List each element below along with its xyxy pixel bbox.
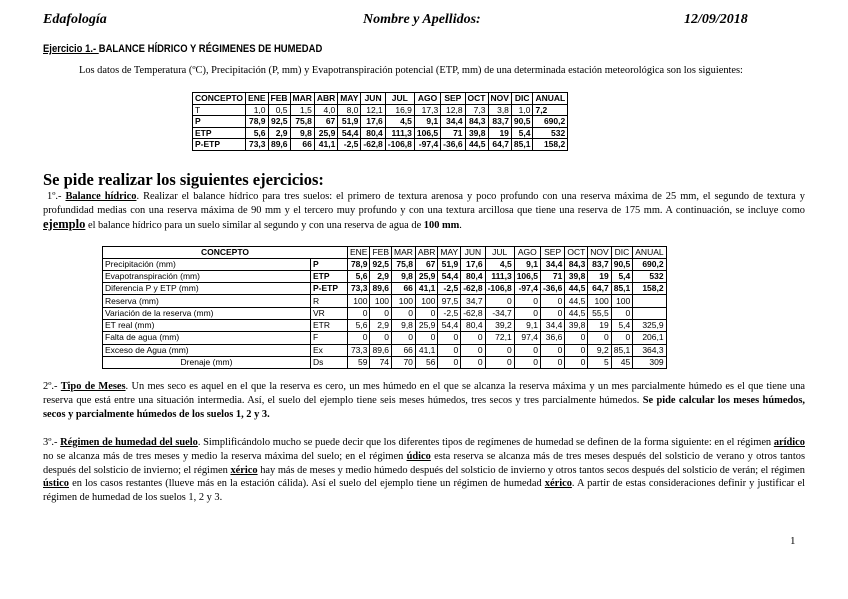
balance-cell: 97,5 bbox=[438, 295, 461, 307]
climate-cell: 9,8 bbox=[290, 127, 314, 139]
balance-cell: 100 bbox=[348, 295, 370, 307]
climate-cell: 71 bbox=[441, 127, 465, 139]
balance-month-header: ANUAL bbox=[633, 247, 666, 259]
climate-cell: 78,9 bbox=[246, 116, 268, 128]
balance-cell: 54,4 bbox=[438, 319, 461, 331]
balance-month-header: OCT bbox=[565, 247, 588, 259]
balance-cell: 0 bbox=[540, 356, 564, 368]
balance-cell: 690,2 bbox=[633, 258, 666, 270]
balance-cell: -2,5 bbox=[438, 307, 461, 319]
q3-number: 3º.- bbox=[43, 437, 61, 448]
balance-table-header bbox=[103, 247, 667, 259]
balance-cell: 34,7 bbox=[461, 295, 485, 307]
q1-title: Balance hídrico bbox=[65, 191, 137, 202]
balance-row-code: R bbox=[311, 295, 348, 307]
balance-cell: 111,3 bbox=[485, 270, 514, 282]
climate-cell: 9,1 bbox=[414, 116, 440, 128]
climate-cell: 4,0 bbox=[314, 104, 337, 116]
climate-cell: 85,1 bbox=[511, 139, 533, 151]
climate-header-cell: CONCEPTO bbox=[193, 93, 246, 105]
balance-cell: 90,5 bbox=[611, 258, 633, 270]
balance-row-label: ET real (mm) bbox=[103, 319, 311, 331]
balance-cell: 5,4 bbox=[611, 270, 633, 282]
header-name-label: Nombre y Apellidos: bbox=[363, 12, 481, 27]
balance-cell: 25,9 bbox=[415, 319, 437, 331]
q2-title: Tipo de Meses bbox=[60, 381, 126, 392]
balance-month-header: FEB bbox=[370, 247, 392, 259]
climate-cell: -106,8 bbox=[385, 139, 414, 151]
balance-row-code: ETP bbox=[311, 270, 348, 282]
climate-cell: 19 bbox=[488, 127, 511, 139]
climate-cell: 34,4 bbox=[441, 116, 465, 128]
q1-emphasis: ejemplo bbox=[43, 216, 86, 231]
climate-cell: -62,8 bbox=[361, 139, 385, 151]
q2-text: . Un mes seco es aquel en el que la reserva es cero, un mes húmedo en el que se alcanza la reserva máxima y un mes parcialmente húmedo es el que tiene una reserva que está entre una situación intermedia. Así, el suelo del ejemplo tiene seis meses húmedos, tres secos y tres parcialmente húmedos. bbox=[43, 381, 805, 406]
balance-cell: 0 bbox=[461, 332, 485, 344]
climate-header-cell: MAR bbox=[290, 93, 314, 105]
balance-cell: 41,1 bbox=[415, 344, 437, 356]
climate-cell: 41,1 bbox=[314, 139, 337, 151]
climate-header-cell: JUL bbox=[385, 93, 414, 105]
balance-cell: 9,2 bbox=[588, 344, 611, 356]
balance-cell: 72,1 bbox=[485, 332, 514, 344]
balance-row-label: Evapotranspiración (mm) bbox=[103, 270, 311, 282]
balance-cell: 100 bbox=[588, 295, 611, 307]
balance-cell: 0 bbox=[438, 356, 461, 368]
balance-cell: 0 bbox=[611, 307, 633, 319]
balance-cell: 84,3 bbox=[565, 258, 588, 270]
balance-cell: 0 bbox=[588, 332, 611, 344]
climate-row-label: P-ETP bbox=[193, 139, 246, 151]
balance-cell: 0 bbox=[485, 295, 514, 307]
q3-regime-example: xérico bbox=[544, 478, 572, 490]
climate-cell: 2,9 bbox=[268, 127, 290, 139]
balance-cell: 309 bbox=[633, 356, 666, 368]
balance-cell: 100 bbox=[611, 295, 633, 307]
climate-cell: 0,5 bbox=[268, 104, 290, 116]
climate-table-header bbox=[193, 93, 568, 105]
climate-cell: 16,9 bbox=[385, 104, 414, 116]
climate-cell: 111,3 bbox=[385, 127, 414, 139]
climate-header-cell: FEB bbox=[268, 93, 290, 105]
climate-header-cell: ENE bbox=[246, 93, 268, 105]
balance-cell: 0 bbox=[461, 344, 485, 356]
balance-row bbox=[103, 344, 667, 356]
exercise-prefix: Ejercicio 1.- bbox=[43, 43, 99, 55]
question-2 bbox=[43, 380, 805, 421]
climate-cell: 7,3 bbox=[465, 104, 488, 116]
climate-cell: 12,8 bbox=[441, 104, 465, 116]
balance-month-header: AGO bbox=[514, 247, 540, 259]
climate-cell: 83,7 bbox=[488, 116, 511, 128]
climate-header-cell: JUN bbox=[361, 93, 385, 105]
balance-cell: 9,8 bbox=[392, 270, 416, 282]
balance-row bbox=[103, 307, 667, 319]
climate-cell: 17,6 bbox=[361, 116, 385, 128]
balance-cell: 0 bbox=[514, 295, 540, 307]
balance-cell: 0 bbox=[565, 356, 588, 368]
balance-row-code: P bbox=[311, 258, 348, 270]
balance-cell: 39,8 bbox=[565, 319, 588, 331]
balance-cell: 39,8 bbox=[565, 270, 588, 282]
balance-concept-header: CONCEPTO bbox=[103, 247, 348, 259]
water-balance-table bbox=[102, 246, 667, 369]
climate-cell: 25,9 bbox=[314, 127, 337, 139]
balance-row-code: P-ETP bbox=[311, 283, 348, 295]
balance-cell: -34,7 bbox=[485, 307, 514, 319]
climate-cell: 106,5 bbox=[414, 127, 440, 139]
balance-cell: 44,5 bbox=[565, 295, 588, 307]
balance-cell: 17,6 bbox=[461, 258, 485, 270]
q1-text-a: . Realizar el balance hídrico para tres suelos: el primero de textura arenosa y poco profundo con una reserva máxima de 25 mm, el segundo de textura y profundidad medias con una reserva máxima de 90 mm y el tercero muy profundo y con una textura arcillosa que tiene una reserva de 175 mm. A continuación, se incluye como bbox=[43, 191, 806, 216]
balance-row-code: VR bbox=[311, 307, 348, 319]
balance-cell: 74 bbox=[370, 356, 392, 368]
q3-text-3: esta reserva se alcanza más de tres meses después del solsticio de verano y otros tantos después del solsticio de invierno; el régimen bbox=[43, 450, 805, 476]
balance-cell: -62,8 bbox=[461, 307, 485, 319]
balance-row-label: Precipitación (mm) bbox=[103, 258, 311, 270]
header-date: 12/09/2018 bbox=[684, 12, 748, 27]
balance-cell: 25,9 bbox=[415, 270, 437, 282]
climate-cell: 1,0 bbox=[511, 104, 533, 116]
balance-cell: 0 bbox=[514, 344, 540, 356]
balance-cell: 55,5 bbox=[588, 307, 611, 319]
balance-cell: 80,4 bbox=[461, 319, 485, 331]
balance-row-label: Diferencia P y ETP (mm) bbox=[103, 283, 311, 295]
balance-cell: 5 bbox=[588, 356, 611, 368]
balance-row bbox=[103, 283, 667, 295]
balance-month-header: SEP bbox=[540, 247, 564, 259]
q1-text-c: . bbox=[459, 219, 462, 231]
balance-row bbox=[103, 332, 667, 344]
balance-row-code: Ex bbox=[311, 344, 348, 356]
climate-header-cell: ABR bbox=[314, 93, 337, 105]
balance-cell: 89,6 bbox=[370, 283, 392, 295]
balance-cell: 325,9 bbox=[633, 319, 666, 331]
climate-cell: 532 bbox=[533, 127, 568, 139]
balance-cell: 73,3 bbox=[348, 344, 370, 356]
climate-cell: 90,5 bbox=[511, 116, 533, 128]
climate-cell: 75,8 bbox=[290, 116, 314, 128]
balance-cell: 0 bbox=[438, 344, 461, 356]
climate-cell: -2,5 bbox=[338, 139, 361, 151]
balance-cell: 66 bbox=[392, 344, 416, 356]
balance-row-label: Falta de agua (mm) bbox=[103, 332, 311, 344]
q1-text-b: el balance hídrico para un suelo similar al segundo y con una reserva de agua de bbox=[85, 219, 424, 231]
balance-row bbox=[103, 356, 667, 368]
balance-cell: 364,3 bbox=[633, 344, 666, 356]
balance-cell: 158,2 bbox=[633, 283, 666, 295]
climate-row-label: P bbox=[193, 116, 246, 128]
climate-cell: 73,3 bbox=[246, 139, 268, 151]
balance-month-header: ABR bbox=[415, 247, 437, 259]
balance-month-header: ENE bbox=[348, 247, 370, 259]
balance-cell: 206,1 bbox=[633, 332, 666, 344]
climate-cell: 92,5 bbox=[268, 116, 290, 128]
balance-cell: 97,4 bbox=[514, 332, 540, 344]
balance-cell: 34,4 bbox=[540, 319, 564, 331]
climate-cell: 8,0 bbox=[338, 104, 361, 116]
balance-cell: 56 bbox=[415, 356, 437, 368]
balance-cell: 0 bbox=[415, 307, 437, 319]
balance-cell: 2,9 bbox=[370, 270, 392, 282]
balance-cell: 34,4 bbox=[540, 258, 564, 270]
balance-cell: 71 bbox=[540, 270, 564, 282]
q2-number: 2º.- bbox=[43, 381, 61, 392]
balance-cell: 5,6 bbox=[348, 270, 370, 282]
question-1 bbox=[43, 190, 805, 232]
climate-cell: 5,4 bbox=[511, 127, 533, 139]
balance-row-code: Ds bbox=[311, 356, 348, 368]
balance-month-header: JUL bbox=[485, 247, 514, 259]
balance-cell: 44,5 bbox=[565, 283, 588, 295]
q3-text-1: . Simplificándolo mucho se puede decir que los diferentes tipos de regímenes de humedad se definen de la forma siguiente: en el régimen bbox=[197, 437, 774, 448]
climate-cell: 3,8 bbox=[488, 104, 511, 116]
balance-cell: 92,5 bbox=[370, 258, 392, 270]
climate-cell: 1,5 bbox=[290, 104, 314, 116]
balance-cell: 0 bbox=[370, 332, 392, 344]
climate-header-cell: AGO bbox=[414, 93, 440, 105]
balance-cell: 0 bbox=[611, 332, 633, 344]
balance-month-header: JUN bbox=[461, 247, 485, 259]
balance-cell: 0 bbox=[485, 356, 514, 368]
balance-month-header: MAY bbox=[438, 247, 461, 259]
climate-table bbox=[192, 92, 568, 151]
question-3 bbox=[43, 436, 805, 505]
balance-cell: 19 bbox=[588, 319, 611, 331]
climate-cell: 12,1 bbox=[361, 104, 385, 116]
balance-cell: -62,8 bbox=[461, 283, 485, 295]
balance-cell: 64,7 bbox=[588, 283, 611, 295]
balance-cell: 75,8 bbox=[392, 258, 416, 270]
balance-cell: 0 bbox=[348, 307, 370, 319]
balance-cell: 44,5 bbox=[565, 307, 588, 319]
q3-regime-ustico: ústico bbox=[43, 478, 69, 490]
climate-cell: 84,3 bbox=[465, 116, 488, 128]
balance-row-label: Drenaje (mm) bbox=[103, 356, 311, 368]
balance-cell: 39,2 bbox=[485, 319, 514, 331]
balance-cell: 67 bbox=[415, 258, 437, 270]
balance-cell: 9,8 bbox=[392, 319, 416, 331]
climate-row-label: T bbox=[193, 104, 246, 116]
balance-cell: 0 bbox=[540, 344, 564, 356]
balance-row bbox=[103, 270, 667, 282]
balance-row-label: Reserva (mm) bbox=[103, 295, 311, 307]
balance-cell: 0 bbox=[370, 307, 392, 319]
balance-cell: 9,1 bbox=[514, 258, 540, 270]
balance-row bbox=[103, 295, 667, 307]
balance-cell: 0 bbox=[540, 307, 564, 319]
balance-cell: 0 bbox=[514, 307, 540, 319]
balance-cell: 0 bbox=[392, 307, 416, 319]
balance-month-header: DIC bbox=[611, 247, 633, 259]
balance-cell: 78,9 bbox=[348, 258, 370, 270]
climate-cell: 51,9 bbox=[338, 116, 361, 128]
climate-cell: 7,2 bbox=[533, 104, 568, 116]
page-number: 1 bbox=[790, 535, 796, 547]
balance-cell: -36,6 bbox=[540, 283, 564, 295]
balance-month-header: NOV bbox=[588, 247, 611, 259]
balance-cell: 0 bbox=[514, 356, 540, 368]
balance-cell: 59 bbox=[348, 356, 370, 368]
balance-row bbox=[103, 258, 667, 270]
climate-header-cell: NOV bbox=[488, 93, 511, 105]
q1-number: 1º.- bbox=[47, 191, 66, 202]
climate-cell: 39,8 bbox=[465, 127, 488, 139]
climate-row bbox=[193, 127, 568, 139]
balance-cell: 100 bbox=[415, 295, 437, 307]
balance-row-code: F bbox=[311, 332, 348, 344]
climate-header-cell: SEP bbox=[441, 93, 465, 105]
climate-header-cell: OCT bbox=[465, 93, 488, 105]
climate-header-cell: DIC bbox=[511, 93, 533, 105]
q3-text-5: en los casos restantes (llueve más en la estación cálida). Así el suelo del ejemplo tiene un régimen de humedad bbox=[68, 478, 545, 490]
balance-cell: 5,4 bbox=[611, 319, 633, 331]
section-title: Se pide realizar los siguientes ejercicios: bbox=[43, 170, 324, 189]
balance-row-label: Exceso de Agua (mm) bbox=[103, 344, 311, 356]
balance-cell: 5,6 bbox=[348, 319, 370, 331]
balance-cell: 532 bbox=[633, 270, 666, 282]
balance-cell: 106,5 bbox=[514, 270, 540, 282]
balance-cell: 83,7 bbox=[588, 258, 611, 270]
climate-row bbox=[193, 104, 568, 116]
balance-cell: 0 bbox=[540, 295, 564, 307]
balance-cell bbox=[633, 295, 666, 307]
climate-header-cell: MAY bbox=[338, 93, 361, 105]
balance-cell: 19 bbox=[588, 270, 611, 282]
q2-task: Se pide calcular los meses húmedos, secos y parcialmente húmedos de los suelos 1, 2 y 3. bbox=[43, 394, 805, 420]
balance-cell: 66 bbox=[392, 283, 416, 295]
balance-row bbox=[103, 319, 667, 331]
balance-cell: 54,4 bbox=[438, 270, 461, 282]
balance-cell: 85,1 bbox=[611, 283, 633, 295]
climate-cell: -36,6 bbox=[441, 139, 465, 151]
climate-cell: 44,5 bbox=[465, 139, 488, 151]
balance-cell: 0 bbox=[392, 332, 416, 344]
climate-cell: 89,6 bbox=[268, 139, 290, 151]
exercise-title bbox=[43, 43, 322, 55]
balance-cell: 80,4 bbox=[461, 270, 485, 282]
q3-text-4: hay más de meses y medio húmedo después del solsticio de invierno y otros tantos secos después del solsticio de verán; el régimen bbox=[257, 464, 805, 476]
balance-cell: -2,5 bbox=[438, 283, 461, 295]
balance-cell: -97,4 bbox=[514, 283, 540, 295]
climate-cell: 5,6 bbox=[246, 127, 268, 139]
balance-cell: 70 bbox=[392, 356, 416, 368]
climate-cell: 80,4 bbox=[361, 127, 385, 139]
exercise-title-text: BALANCE HÍDRICO Y RÉGIMENES DE HUMEDAD bbox=[98, 43, 323, 55]
climate-cell: 67 bbox=[314, 116, 337, 128]
balance-cell: 0 bbox=[415, 332, 437, 344]
climate-header-cell: ANUAL bbox=[533, 93, 568, 105]
balance-cell: 45 bbox=[611, 356, 633, 368]
balance-cell: 36,6 bbox=[540, 332, 564, 344]
balance-cell: -106,8 bbox=[485, 283, 514, 295]
climate-row bbox=[193, 139, 568, 151]
balance-cell bbox=[633, 307, 666, 319]
climate-cell: 66 bbox=[290, 139, 314, 151]
balance-cell: 89,6 bbox=[370, 344, 392, 356]
balance-cell: 0 bbox=[565, 332, 588, 344]
balance-cell: 100 bbox=[392, 295, 416, 307]
intro-paragraph: Los datos de Temperatura (ºC), Precipitación (P, mm) y Evapotranspiración potencial (ETP, mm) de una determinada estación meteorológica son los siguientes: bbox=[79, 65, 743, 76]
q3-regime-xerico: xérico bbox=[230, 464, 258, 476]
balance-cell: 0 bbox=[438, 332, 461, 344]
q3-text-2: no se alcanza más de tres meses y medio la reserva máxima del suelo; en el régimen bbox=[43, 450, 407, 462]
climate-cell: 64,7 bbox=[488, 139, 511, 151]
balance-cell: 41,1 bbox=[415, 283, 437, 295]
balance-cell: 4,5 bbox=[485, 258, 514, 270]
balance-row-label: Variación de la reserva (mm) bbox=[103, 307, 311, 319]
q3-regime-udico: údico bbox=[406, 450, 431, 462]
q3-title: Régimen de humedad del suelo bbox=[60, 437, 198, 448]
q3-regime-aridico: arídico bbox=[773, 437, 805, 448]
climate-cell: 54,4 bbox=[338, 127, 361, 139]
balance-cell: 9,1 bbox=[514, 319, 540, 331]
balance-cell: 0 bbox=[565, 344, 588, 356]
balance-cell: 51,9 bbox=[438, 258, 461, 270]
balance-month-header: MAR bbox=[392, 247, 416, 259]
climate-cell: 690,2 bbox=[533, 116, 568, 128]
climate-cell: 158,2 bbox=[533, 139, 568, 151]
balance-cell: 0 bbox=[461, 356, 485, 368]
balance-row-code: ETR bbox=[311, 319, 348, 331]
balance-cell: 2,9 bbox=[370, 319, 392, 331]
balance-cell: 85,1 bbox=[611, 344, 633, 356]
q1-reserve: 100 mm bbox=[423, 219, 460, 231]
climate-row bbox=[193, 116, 568, 128]
balance-cell: 100 bbox=[370, 295, 392, 307]
climate-cell: 17,3 bbox=[414, 104, 440, 116]
climate-cell: 1,0 bbox=[246, 104, 268, 116]
header-subject: Edafología bbox=[43, 12, 107, 27]
balance-cell: 0 bbox=[348, 332, 370, 344]
climate-cell: -97,4 bbox=[414, 139, 440, 151]
balance-cell: 73,3 bbox=[348, 283, 370, 295]
climate-row-label: ETP bbox=[193, 127, 246, 139]
q3-text-6: . A partir de estas consideraciones definir y justificar el régimen de humedad de los suelos 1, 2 y 3. bbox=[43, 478, 805, 504]
climate-cell: 4,5 bbox=[385, 116, 414, 128]
balance-cell: 0 bbox=[485, 344, 514, 356]
